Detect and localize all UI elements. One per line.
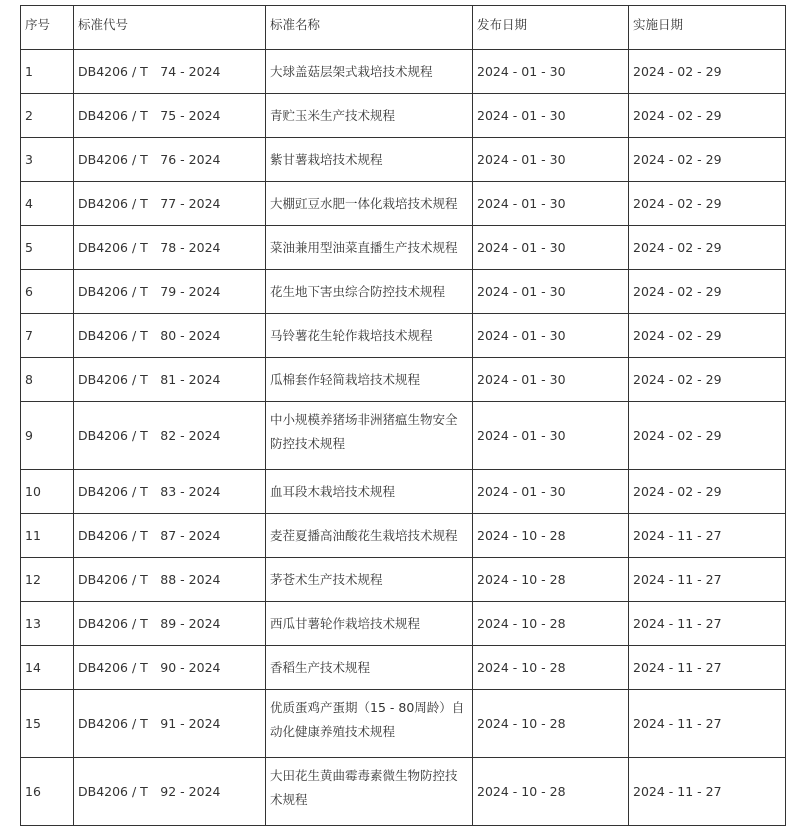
table-row: [21, 514, 786, 558]
cell-publish-date: 2024 - 10 - 28: [473, 646, 629, 690]
cell-no: 1: [21, 50, 74, 94]
cell-effective-date: 2024 - 11 - 27: [629, 602, 786, 646]
cell-effective-date: 2024 - 02 - 29: [629, 138, 786, 182]
cell-code: DB4206 / T 77 - 2024: [74, 182, 266, 226]
cell-name: 西瓜甘薯轮作栽培技术规程: [266, 602, 473, 646]
cell-publish-date: 2024 - 10 - 28: [473, 690, 629, 758]
table-row: [21, 646, 786, 690]
cell-code: DB4206 / T 79 - 2024: [74, 270, 266, 314]
cell-publish-date: 2024 - 10 - 28: [473, 558, 629, 602]
cell-code: DB4206 / T 90 - 2024: [74, 646, 266, 690]
cell-effective-date: 2024 - 11 - 27: [629, 514, 786, 558]
cell-name: 香稻生产技术规程: [266, 646, 473, 690]
cell-no: 16: [21, 758, 74, 826]
cell-publish-date: 2024 - 01 - 30: [473, 470, 629, 514]
cell-name: 麦茬夏播高油酸花生栽培技术规程: [266, 514, 473, 558]
cell-code: DB4206 / T 76 - 2024: [74, 138, 266, 182]
cell-code: DB4206 / T 74 - 2024: [74, 50, 266, 94]
table-header-row: [21, 6, 786, 50]
cell-name: 血耳段木栽培技术规程: [266, 470, 473, 514]
cell-name: 花生地下害虫综合防控技术规程: [266, 270, 473, 314]
cell-effective-date: 2024 - 11 - 27: [629, 558, 786, 602]
cell-publish-date: 2024 - 10 - 28: [473, 602, 629, 646]
table-row: [21, 558, 786, 602]
cell-no: 3: [21, 138, 74, 182]
cell-publish-date: 2024 - 01 - 30: [473, 94, 629, 138]
cell-name: 优质蛋鸡产蛋期（15 - 80周龄）自动化健康养殖技术规程: [266, 690, 473, 758]
cell-no: 6: [21, 270, 74, 314]
cell-effective-date: 2024 - 02 - 29: [629, 226, 786, 270]
cell-name: 青贮玉米生产技术规程: [266, 94, 473, 138]
header-no: 序号: [21, 6, 74, 50]
standards-table: [20, 5, 786, 826]
cell-effective-date: 2024 - 02 - 29: [629, 470, 786, 514]
header-publish-date: 发布日期: [473, 6, 629, 50]
cell-name: 中小规模养猪场非洲猪瘟生物安全防控技术规程: [266, 402, 473, 470]
table-row: [21, 602, 786, 646]
cell-publish-date: 2024 - 01 - 30: [473, 138, 629, 182]
header-effective-date: 实施日期: [629, 6, 786, 50]
cell-code: DB4206 / T 91 - 2024: [74, 690, 266, 758]
cell-effective-date: 2024 - 02 - 29: [629, 50, 786, 94]
cell-code: DB4206 / T 89 - 2024: [74, 602, 266, 646]
cell-no: 9: [21, 402, 74, 470]
cell-publish-date: 2024 - 10 - 28: [473, 514, 629, 558]
cell-code: DB4206 / T 80 - 2024: [74, 314, 266, 358]
cell-effective-date: 2024 - 11 - 27: [629, 758, 786, 826]
cell-name: 大棚豇豆水肥一体化栽培技术规程: [266, 182, 473, 226]
cell-code: DB4206 / T 87 - 2024: [74, 514, 266, 558]
cell-effective-date: 2024 - 02 - 29: [629, 94, 786, 138]
cell-code: DB4206 / T 75 - 2024: [74, 94, 266, 138]
cell-effective-date: 2024 - 11 - 27: [629, 690, 786, 758]
cell-no: 8: [21, 358, 74, 402]
cell-publish-date: 2024 - 01 - 30: [473, 358, 629, 402]
cell-name: 大球盖菇层架式栽培技术规程: [266, 50, 473, 94]
table-row: [21, 402, 786, 470]
table-row: [21, 314, 786, 358]
table-row: [21, 94, 786, 138]
header-code: 标准代号: [74, 6, 266, 50]
cell-name: 瓜棉套作轻简栽培技术规程: [266, 358, 473, 402]
cell-publish-date: 2024 - 01 - 30: [473, 182, 629, 226]
cell-no: 4: [21, 182, 74, 226]
header-name: 标准名称: [266, 6, 473, 50]
cell-no: 2: [21, 94, 74, 138]
cell-no: 14: [21, 646, 74, 690]
cell-publish-date: 2024 - 10 - 28: [473, 758, 629, 826]
cell-no: 7: [21, 314, 74, 358]
table-row: [21, 758, 786, 826]
cell-code: DB4206 / T 88 - 2024: [74, 558, 266, 602]
cell-publish-date: 2024 - 01 - 30: [473, 314, 629, 358]
table-row: [21, 690, 786, 758]
cell-effective-date: 2024 - 11 - 27: [629, 646, 786, 690]
cell-effective-date: 2024 - 02 - 29: [629, 314, 786, 358]
cell-publish-date: 2024 - 01 - 30: [473, 402, 629, 470]
cell-name: 紫甘薯栽培技术规程: [266, 138, 473, 182]
table-row: [21, 226, 786, 270]
cell-no: 12: [21, 558, 74, 602]
cell-name: 马铃薯花生轮作栽培技术规程: [266, 314, 473, 358]
cell-effective-date: 2024 - 02 - 29: [629, 402, 786, 470]
table-row: [21, 182, 786, 226]
table-row: [21, 50, 786, 94]
cell-effective-date: 2024 - 02 - 29: [629, 358, 786, 402]
cell-name: 茅苍术生产技术规程: [266, 558, 473, 602]
cell-no: 5: [21, 226, 74, 270]
cell-effective-date: 2024 - 02 - 29: [629, 182, 786, 226]
cell-no: 15: [21, 690, 74, 758]
table-row: [21, 270, 786, 314]
cell-publish-date: 2024 - 01 - 30: [473, 50, 629, 94]
cell-code: DB4206 / T 82 - 2024: [74, 402, 266, 470]
cell-name: 大田花生黄曲霉毒素微生物防控技术规程: [266, 758, 473, 826]
cell-no: 10: [21, 470, 74, 514]
cell-effective-date: 2024 - 02 - 29: [629, 270, 786, 314]
table-row: [21, 470, 786, 514]
cell-publish-date: 2024 - 01 - 30: [473, 226, 629, 270]
cell-no: 13: [21, 602, 74, 646]
cell-code: DB4206 / T 92 - 2024: [74, 758, 266, 826]
cell-name: 菜油兼用型油菜直播生产技术规程: [266, 226, 473, 270]
cell-code: DB4206 / T 83 - 2024: [74, 470, 266, 514]
table-row: [21, 358, 786, 402]
cell-publish-date: 2024 - 01 - 30: [473, 270, 629, 314]
cell-code: DB4206 / T 81 - 2024: [74, 358, 266, 402]
cell-code: DB4206 / T 78 - 2024: [74, 226, 266, 270]
cell-no: 11: [21, 514, 74, 558]
table-row: [21, 138, 786, 182]
